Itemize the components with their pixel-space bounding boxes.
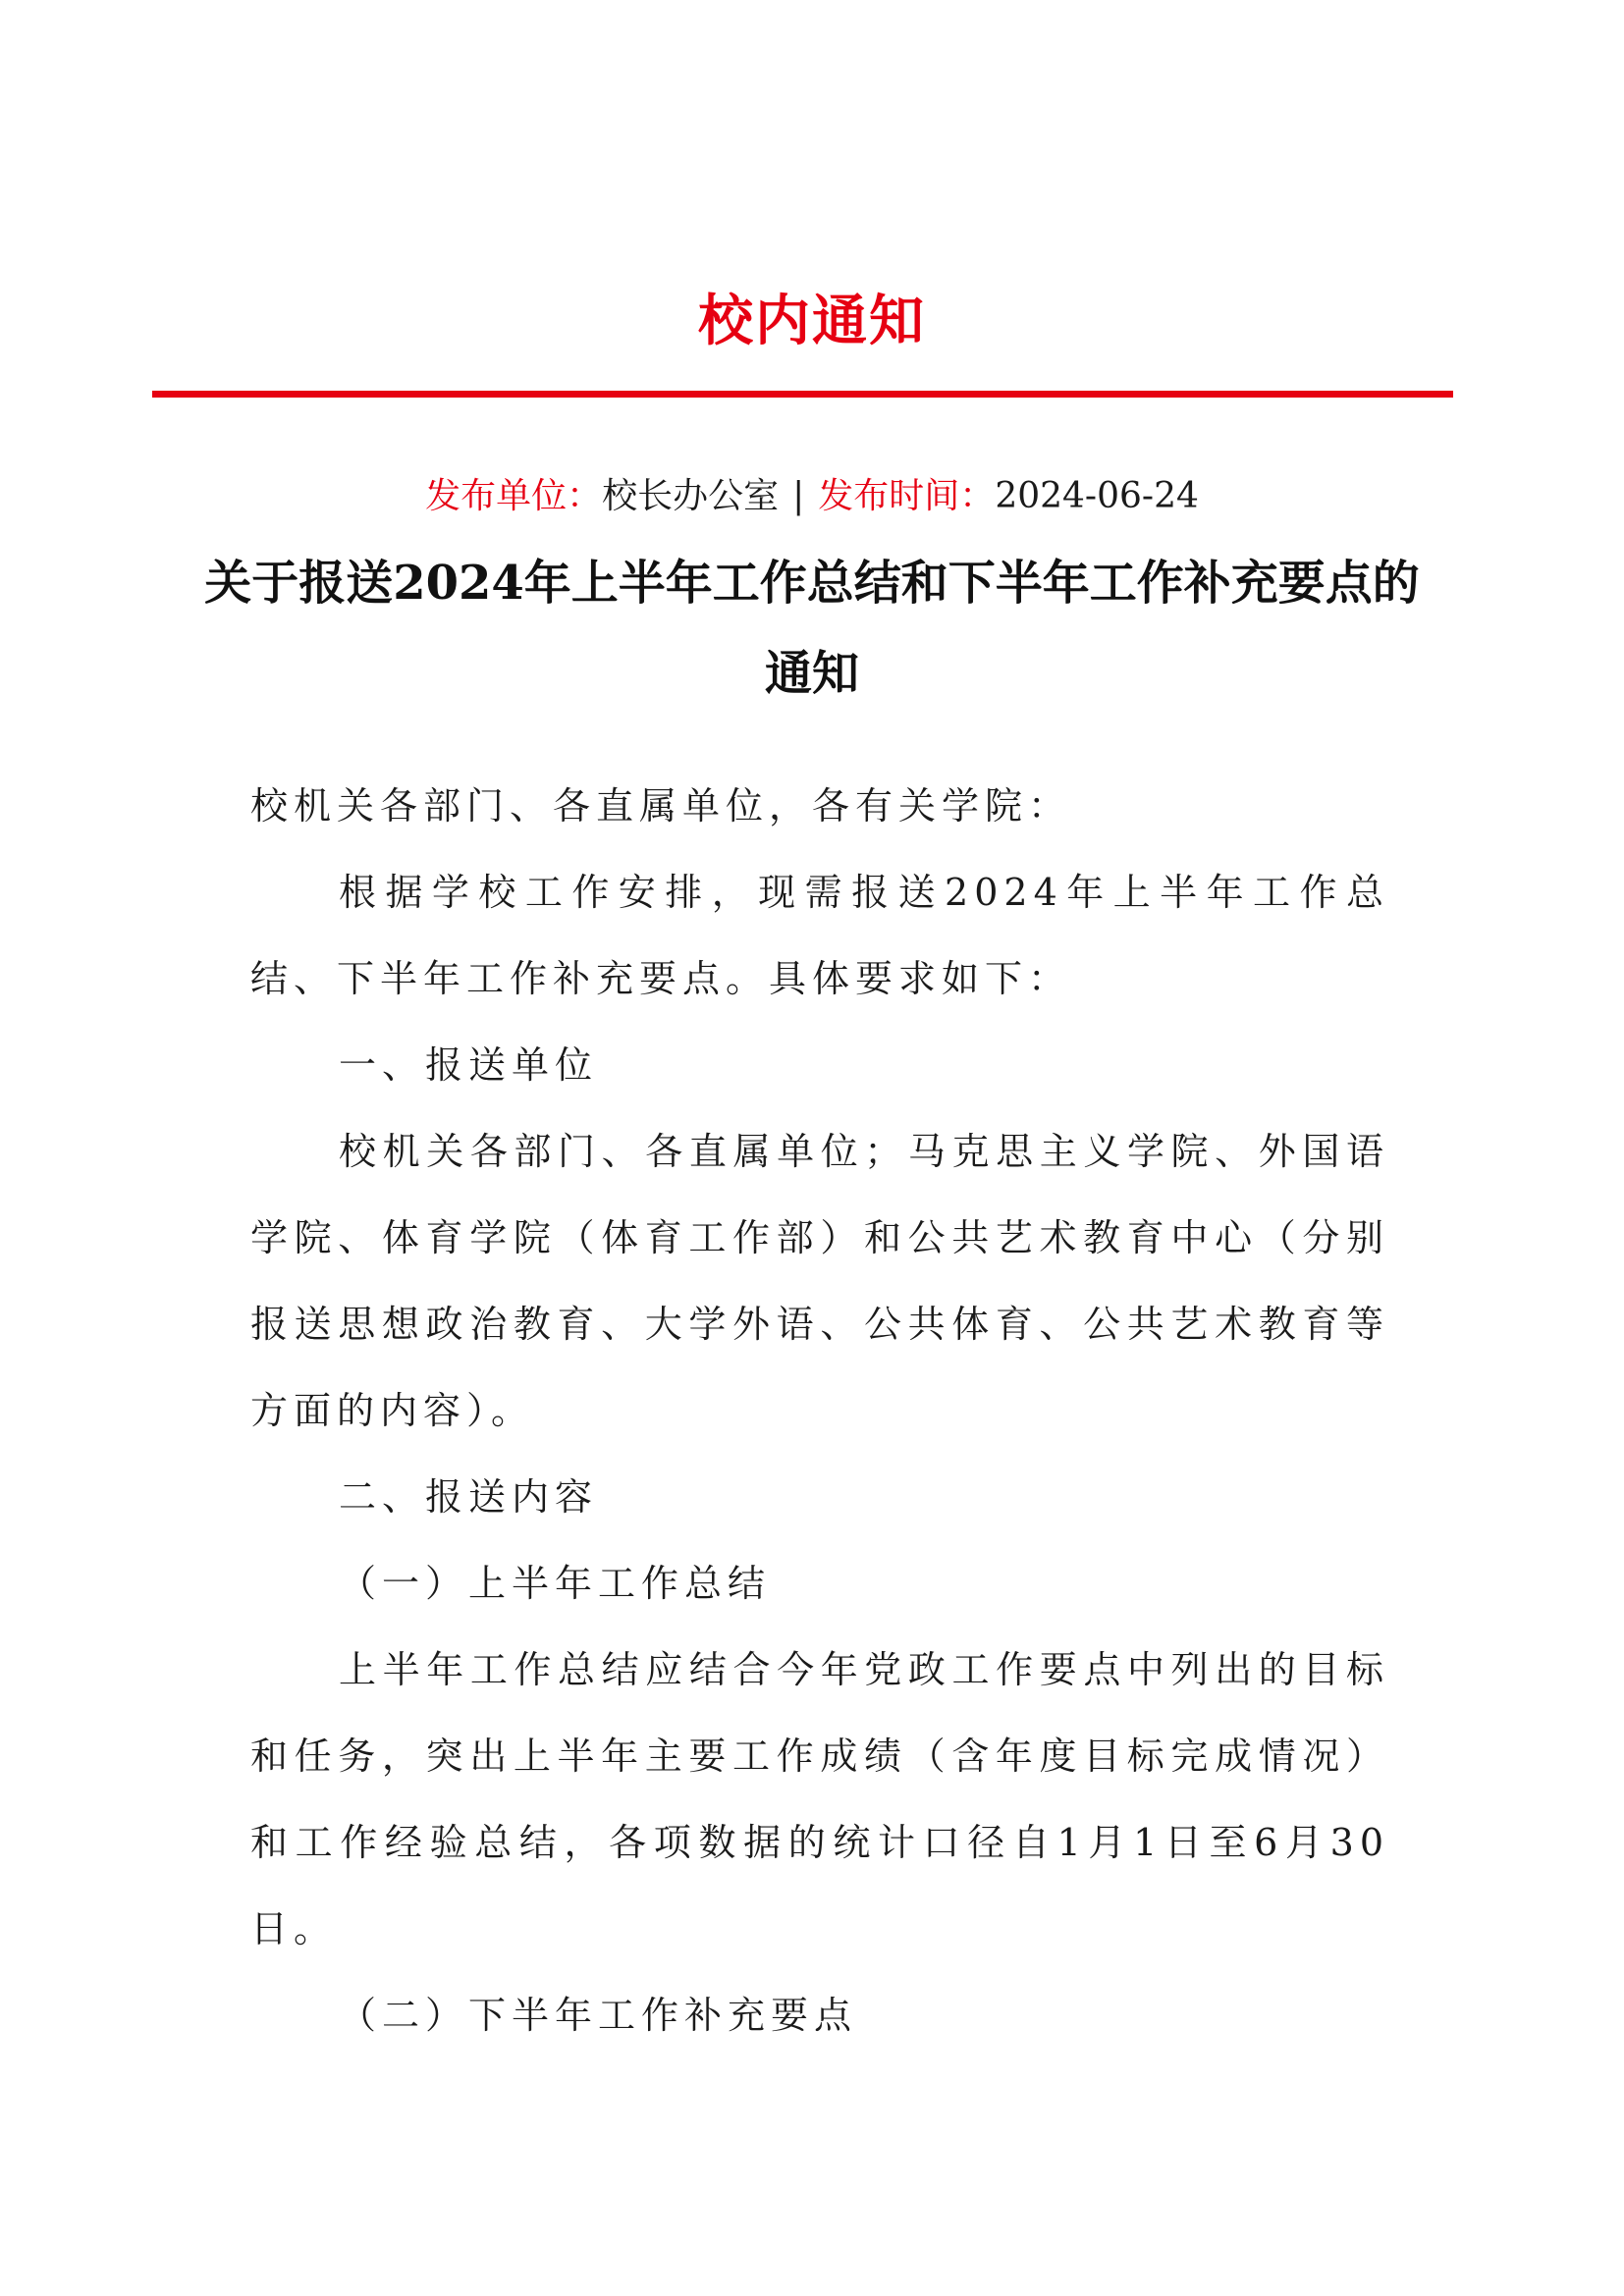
publish-meta bbox=[0, 469, 1624, 524]
document-title: 关于报送2024年上半年工作总结和下半年工作补充要点的通知 bbox=[204, 556, 1420, 701]
date-value: 2024-06-24 bbox=[995, 476, 1199, 516]
body-paragraph: （二）下半年工作补充要点 bbox=[339, 1994, 858, 2037]
date-label: 发布时间： bbox=[818, 476, 996, 516]
body-paragraph: （一）上半年工作总结 bbox=[339, 1562, 772, 1605]
body-paragraph: 上半年工作总结应结合今年党政工作要点中列出的目标和任务，突出上半年主要工作成绩（含年度目标完成情况）和工作经验总结，各项数据的统计口径自1月1日至6月30日。 bbox=[250, 1648, 1389, 1950]
body-paragraph: 一、报送单位 bbox=[339, 1043, 599, 1087]
masthead-divider bbox=[152, 391, 1453, 398]
meta-separator: | bbox=[792, 476, 805, 516]
body-paragraph: 校机关各部门、各直属单位；马克思主义学院、外国语学院、体育学院（体育工作部）和公共艺术教育中心（分别报送思想政治教育、大学外语、公共体育、公共艺术教育等方面的内容）。 bbox=[250, 1130, 1389, 1432]
body-paragraph: 校机关各部门、各直属单位，各有关学院： bbox=[250, 784, 1072, 828]
body-paragraph: 根据学校工作安排，现需报送2024年上半年工作总结、下半年工作补充要点。具体要求如下： bbox=[250, 871, 1389, 1000]
masthead-title: 校内通知 bbox=[698, 290, 926, 353]
publisher-value: 校长办公室 bbox=[602, 476, 780, 516]
body-paragraph: 二、报送内容 bbox=[339, 1475, 599, 1519]
publisher-label: 发布单位： bbox=[425, 476, 603, 516]
document-body bbox=[250, 763, 1389, 2058]
